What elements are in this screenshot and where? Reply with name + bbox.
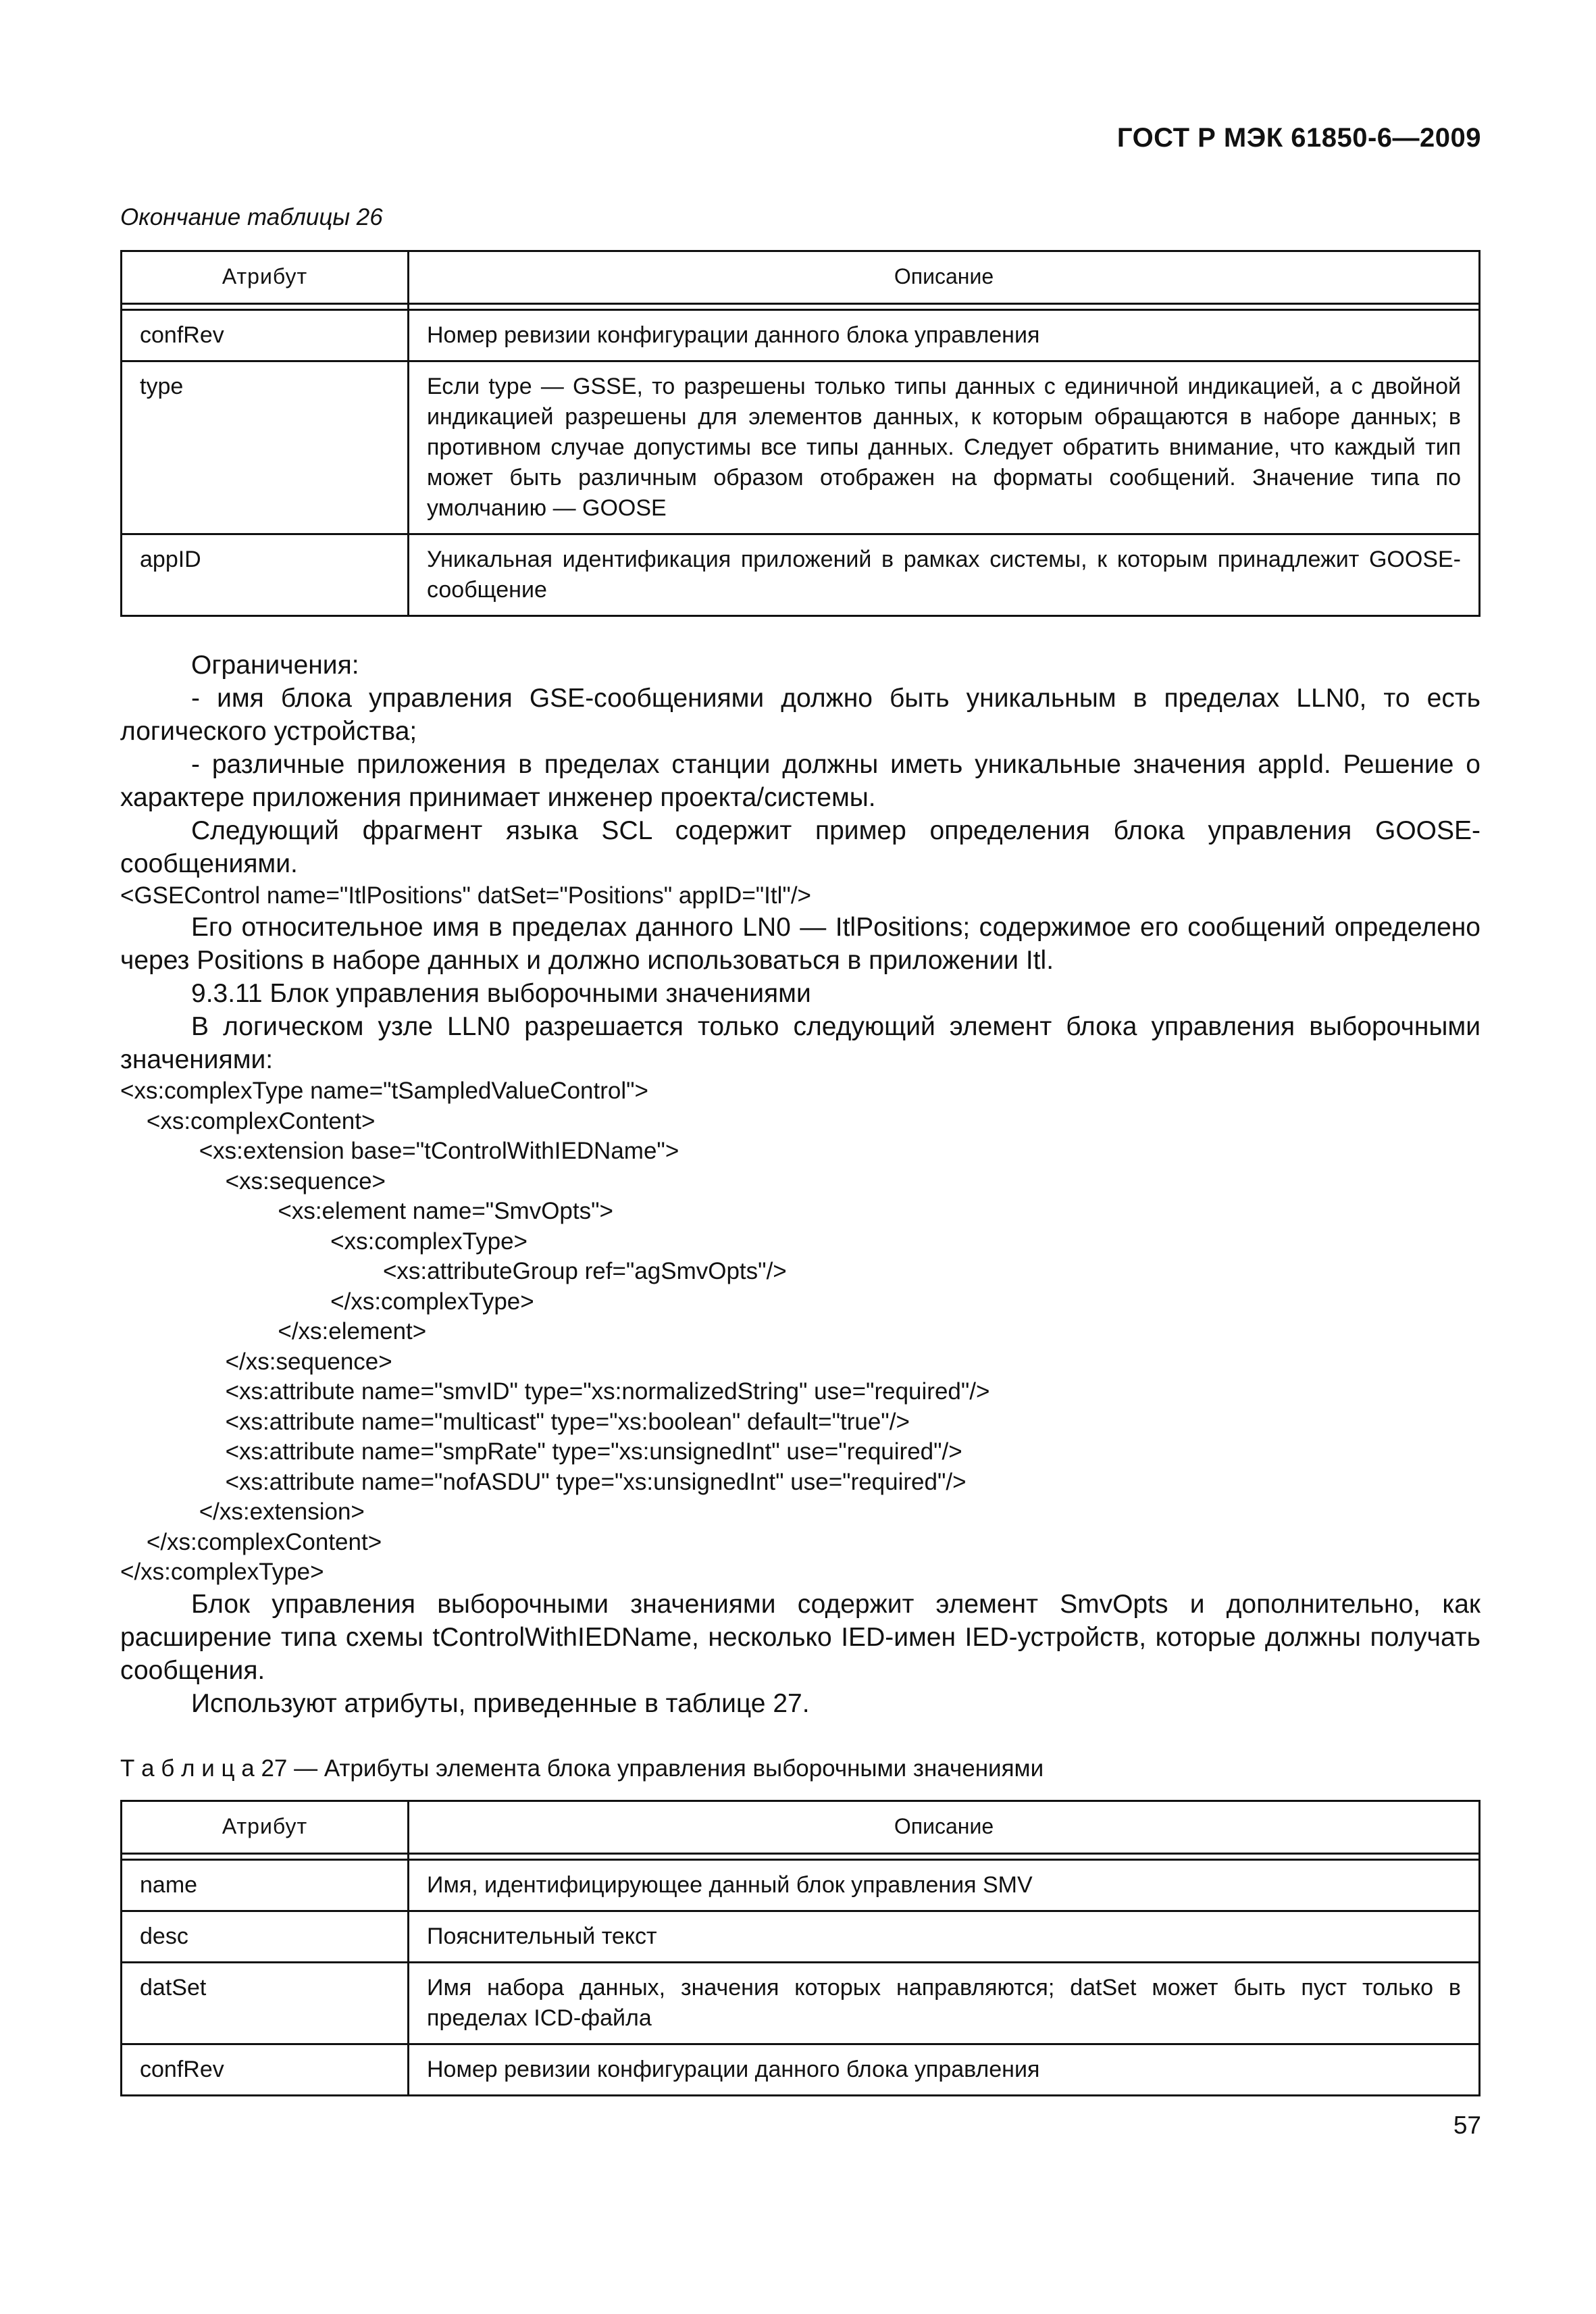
code-line: </xs:element> — [120, 1318, 427, 1344]
code-line: <xs:complexType> — [120, 1228, 527, 1255]
paragraph: Блок управления выборочными значениями содержит элемент SmvOpts и дополнительно, как расширение типа схемы tControlWithIEDName, несколько IED-имен IED-устройств, которые должны получать сообщения. — [120, 1589, 1481, 1685]
description-cell: Номер ревизии конфигурации данного блока управления — [409, 2044, 1480, 2096]
paragraph: - имя блока управления GSE-сообщениями должно быть уникальным в пределах LLN0, то есть логического устройства; — [120, 684, 1481, 746]
column-header-description: Описание — [409, 1801, 1480, 1854]
code-line: <xs:attribute name="multicast" type="xs:boolean" default="true"/> — [120, 1408, 910, 1435]
table-27-caption: Т а б л и ц а 27 — Атрибуты элемента блока управления выборочными значениями — [120, 1755, 1044, 1782]
attribute-cell: type — [122, 361, 409, 534]
table-27 — [120, 1800, 1481, 2096]
code-line: <xs:attribute name="smvID" type="xs:normalizedString" use="required"/> — [120, 1378, 990, 1405]
code-line: </xs:complexContent> — [120, 1528, 382, 1555]
description-cell: Уникальная идентификация приложений в рамках системы, к которым принадлежит GOOSE-сообщение — [409, 534, 1480, 616]
table-row — [122, 534, 1480, 616]
description-cell: Имя набора данных, значения которых направляются; datSet может быть пуст только в пределах ICD-файла — [409, 1963, 1480, 2044]
column-header-description: Описание — [409, 251, 1480, 304]
table-26-caption: Окончание таблицы 26 — [120, 204, 383, 230]
description-cell: Номер ревизии конфигурации данного блока управления — [409, 310, 1480, 361]
code-line: </xs:complexType> — [120, 1559, 324, 1585]
table-row — [122, 310, 1480, 361]
code-line: </xs:extension> — [120, 1499, 365, 1525]
header-separator — [122, 1854, 1480, 1860]
table-header-row — [122, 251, 1480, 304]
section-heading: 9.3.11 Блок управления выборочными значениями — [191, 979, 811, 1008]
code-line: <xs:attributeGroup ref="agSmvOpts"/> — [120, 1258, 787, 1284]
header-separator — [122, 304, 1480, 310]
code-line: <xs:attribute name="nofASDU" type="xs:unsignedInt" use="required"/> — [120, 1468, 967, 1495]
table-row — [122, 361, 1480, 534]
document-header: ГОСТ Р МЭК 61850-6—2009 — [1116, 123, 1481, 153]
code-line: <xs:complexContent> — [120, 1107, 376, 1134]
attribute-cell: confRev — [122, 310, 409, 361]
body-text — [120, 649, 1481, 1720]
description-cell: Имя, идентифицирующее данный блок управления SMV — [409, 1860, 1480, 1911]
table-row — [122, 1911, 1480, 1963]
code-line: </xs:complexType> — [120, 1288, 534, 1315]
code-line: <xs:extension base="tControlWithIEDName"> — [120, 1138, 679, 1164]
column-header-attribute: Атрибут — [122, 251, 409, 304]
code-line: </xs:sequence> — [120, 1348, 392, 1375]
column-header-attribute: Атрибут — [122, 1801, 409, 1854]
code-line: <xs:attribute name="smpRate" type="xs:unsignedInt" use="required"/> — [120, 1438, 962, 1465]
code-line: <xs:complexType name="tSampledValueControl"> — [120, 1078, 648, 1104]
table-row — [122, 1860, 1480, 1911]
page-number: 57 — [1453, 2111, 1481, 2139]
table-header-row — [122, 1801, 1480, 1854]
code-line: <xs:element name="SmvOpts"> — [120, 1198, 613, 1224]
code-line: <GSEControl name="ItlPositions" datSet="Positions" appID="Itl"/> — [120, 882, 811, 909]
attribute-cell: confRev — [122, 2044, 409, 2096]
paragraph: Его относительное имя в пределах данного LN0 — ItlPositions; содержимое его сообщений определено через Positions в наборе данных и должно использоваться в приложении Itl. — [120, 913, 1481, 975]
code-line: <xs:sequence> — [120, 1167, 386, 1194]
attribute-cell: desc — [122, 1911, 409, 1963]
paragraph: Следующий фрагмент языка SCL содержит пример определения блока управления GOOSE-сообщениями. — [120, 816, 1481, 878]
description-cell: Если type — GSSE, то разрешены только типы данных с единичной индикацией, а с двойной индикацией разрешены для элементов данных, к которым обращаются в наборе данных; в противном случае допустимы все типы данных. Следует обратить внимание, что каждый тип может быть различным образом отображен на форматы сообщений. Значение типа по умолчанию — GOOSE — [409, 361, 1480, 534]
paragraph: - различные приложения в пределах станции должны иметь уникальные значения appId. Решение о характере приложения принимает инженер проекта/системы. — [120, 750, 1481, 812]
description-cell: Пояснительный текст — [409, 1911, 1480, 1963]
attribute-cell: appID — [122, 534, 409, 616]
code-block — [120, 1076, 1481, 1588]
attribute-cell: datSet — [122, 1963, 409, 2044]
paragraph: Ограничения: — [191, 651, 359, 680]
paragraph: Используют атрибуты, приведенные в таблице 27. — [191, 1688, 810, 1718]
table-26 — [120, 250, 1481, 617]
attribute-cell: name — [122, 1860, 409, 1911]
table-row — [122, 1963, 1480, 2044]
table-row — [122, 2044, 1480, 2096]
paragraph: В логическом узле LLN0 разрешается только следующий элемент блока управления выборочными значениями: — [120, 1012, 1481, 1074]
